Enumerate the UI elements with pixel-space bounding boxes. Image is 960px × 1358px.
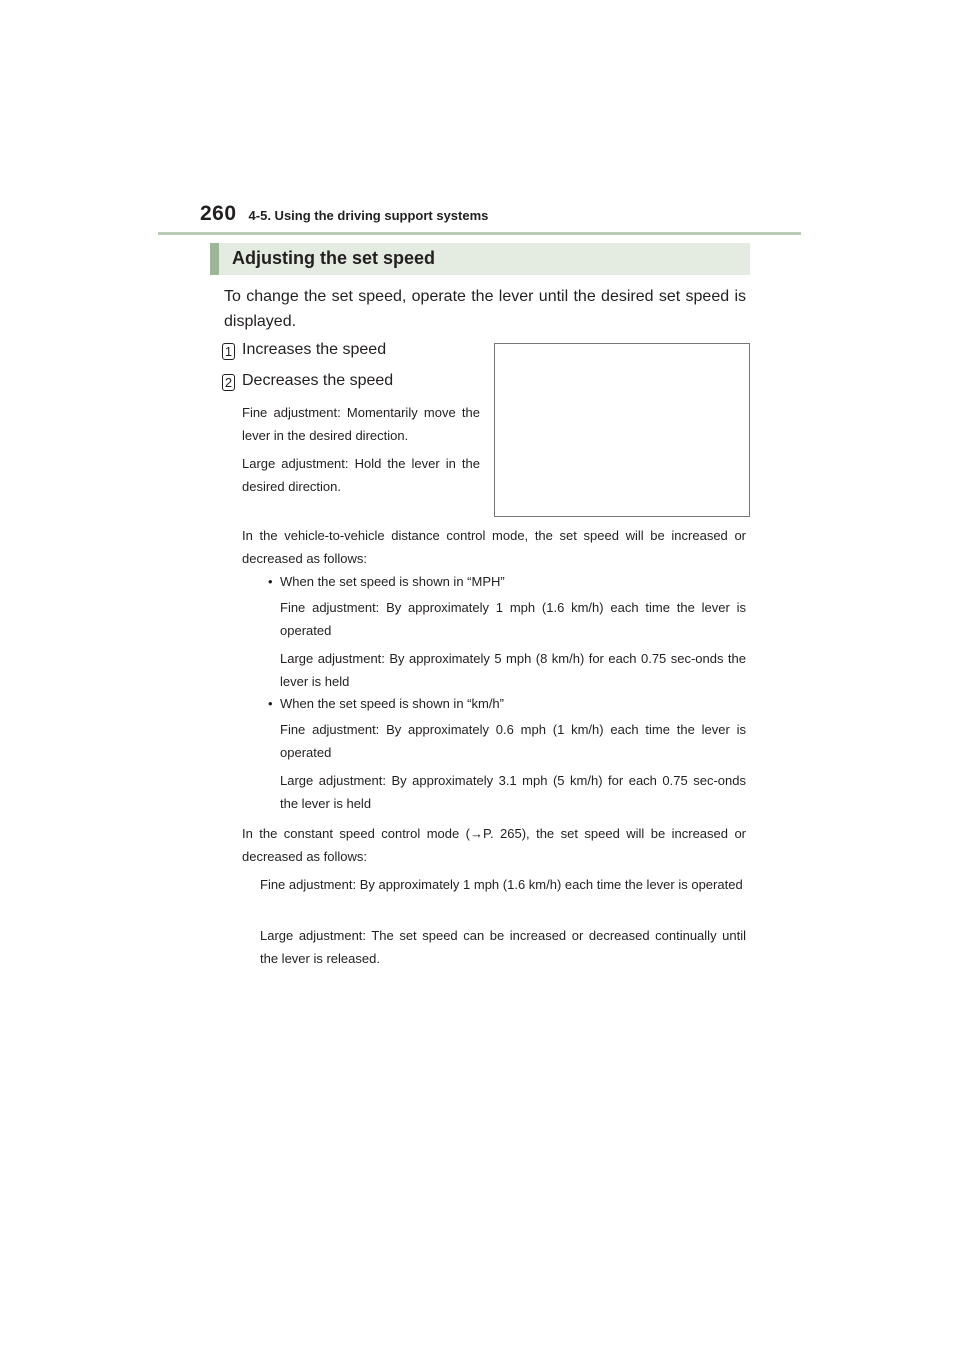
bullet-kmh-text: When the set speed is shown in “km/h”	[280, 696, 504, 711]
bullet-dot: •	[268, 574, 273, 589]
item-number-badge: 1	[222, 343, 235, 360]
mph-large-adjustment: Large adjustment: By approximately 5 mph (8 km/h) for each 0.75 sec-onds the lever is held	[280, 651, 746, 689]
note-fine-adjustment: Fine adjustment: Momentarily move the lever in the desired direction.	[242, 405, 480, 443]
item-label-increase: Increases the speed	[242, 341, 387, 358]
page-number: 260	[200, 202, 237, 225]
bullet-dot: •	[268, 696, 273, 711]
distance-mode-intro: In the vehicle-to-vehicle distance control mode, the set speed will be increased or decreased as follows:	[242, 528, 746, 566]
item-number-badge: 2	[222, 374, 235, 391]
constant-mode-intro: In the constant speed control mode (→P. 265), the set speed will be increased or decreased as follows:	[242, 826, 746, 864]
intro-paragraph: To change the set speed, operate the lever until the desired set speed is displayed.	[224, 288, 746, 330]
header-divider	[158, 232, 801, 235]
section-heading: Adjusting the set speed	[232, 248, 436, 268]
page-header	[200, 202, 488, 226]
note-large-adjustment: Large adjustment: Hold the lever in the desired direction.	[242, 456, 480, 494]
constant-large-adjustment: Large adjustment: The set speed can be increased or decreased continually until the lever is released.	[260, 928, 746, 966]
item-label-decrease: Decreases the speed	[242, 372, 394, 389]
constant-fine-adjustment: Fine adjustment: By approximately 1 mph (1.6 km/h) each time the lever is operated	[260, 877, 743, 892]
bullet-kmh	[268, 692, 504, 715]
section-heading-bar	[210, 243, 750, 275]
section-title: 4-5. Using the driving support systems	[248, 208, 489, 223]
lever-illustration	[494, 343, 750, 517]
bullet-mph-text: When the set speed is shown in “MPH”	[280, 574, 505, 589]
bullet-mph	[268, 570, 505, 593]
kmh-large-adjustment: Large adjustment: By approximately 3.1 mph (5 km/h) for each 0.75 sec-onds the lever is held	[280, 773, 746, 811]
kmh-fine-adjustment: Fine adjustment: By approximately 0.6 mph (1 km/h) each time the lever is operated	[280, 722, 746, 760]
mph-fine-adjustment: Fine adjustment: By approximately 1 mph (1.6 km/h) each time the lever is operated	[280, 600, 746, 638]
